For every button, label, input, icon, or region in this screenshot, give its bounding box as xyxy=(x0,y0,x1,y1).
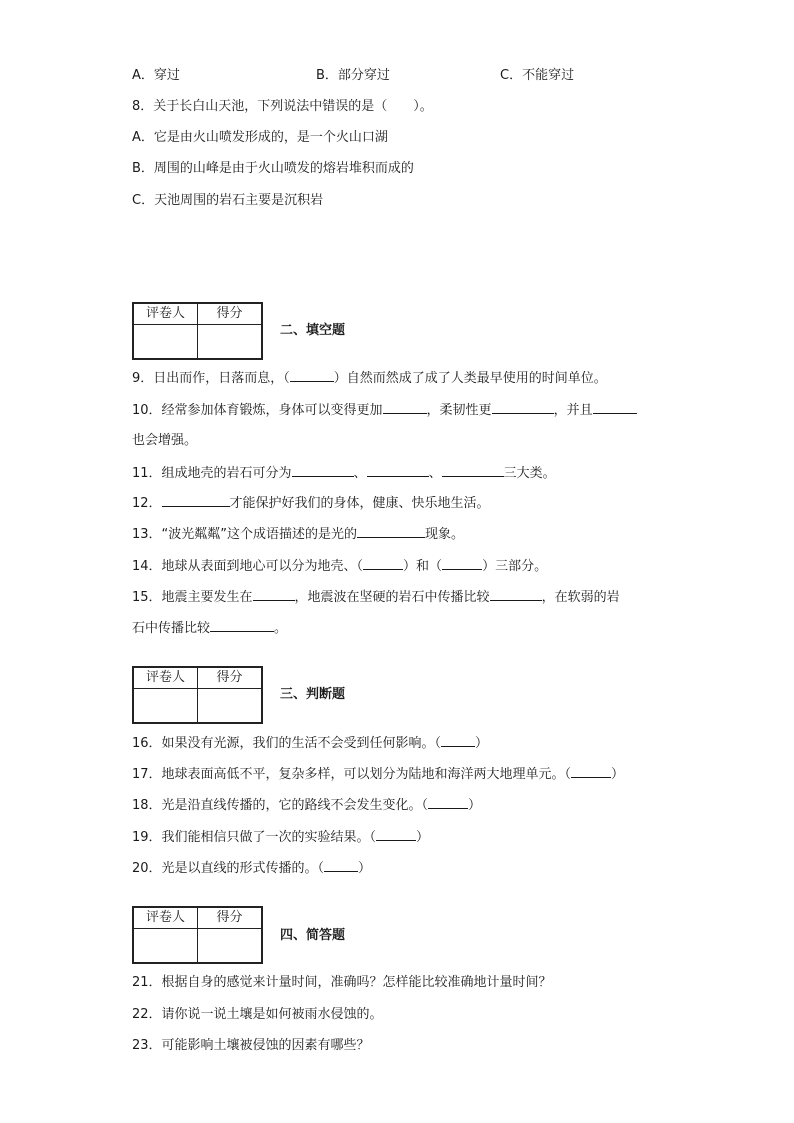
q7-option-c: C．不能穿过 xyxy=(500,68,575,83)
score-box xyxy=(132,906,263,964)
q16: 16．如果没有光源，我们的生活不会受到任何影响。（ ） xyxy=(132,736,489,751)
q10-continued: 也会增强。 xyxy=(132,433,198,448)
q17: 17．地球表面高低不平，复杂多样，可以划分为陆地和海洋两大地理单元。（ ） xyxy=(132,767,625,782)
q10: 10．经常参加体育锻炼，身体可以变得更加 ，柔韧性更 ，并且 xyxy=(132,401,637,420)
q11: 11．组成地壳的岩石可分为 、 、 三大类。 xyxy=(132,466,556,481)
blank[interactable] xyxy=(490,588,542,601)
blank[interactable] xyxy=(383,401,427,414)
q13: 13．“波光粼粼”这个成语描述的是光的 现象。 xyxy=(132,527,465,542)
q14: 14．地球从表面到地心可以分为地壳、（ ）和（ ）三部分。 xyxy=(132,559,548,574)
q7-option-b: B．部分穿过 xyxy=(316,68,390,83)
q15-continued: 石中传播比较 。 xyxy=(132,621,288,636)
score-box xyxy=(132,302,263,360)
blank[interactable] xyxy=(290,369,334,382)
section-title-fill: 二、填空题 xyxy=(280,323,346,338)
blank[interactable] xyxy=(571,765,611,778)
q21: 21．根据自身的感觉来计量时间，准确吗？怎样能比较准确地计量时间？ xyxy=(132,975,552,990)
q8-option-b: B．周围的山峰是由于火山喷发的熔岩堆积而成的 xyxy=(132,161,414,176)
reviewer-label: 评卷人 xyxy=(145,910,185,925)
q8-option-a: A．它是由火山喷发形成的，是一个火山口湖 xyxy=(132,130,388,145)
q9: 9．日出而作，日落而息，（ ）自然而然成了成了人类最早使用的时间单位。 xyxy=(132,371,607,386)
blank[interactable] xyxy=(357,525,425,538)
q15: 15．地震主要发生在 ，地震波在坚硬的岩石中传播比较 ，在软弱的岩 xyxy=(132,590,620,605)
blank[interactable] xyxy=(593,401,637,414)
blank[interactable] xyxy=(441,734,475,747)
q7-option-a: A．穿过 xyxy=(132,68,180,83)
reviewer-label: 评卷人 xyxy=(145,306,185,321)
blank[interactable] xyxy=(428,796,468,809)
q20: 20．光是以直线的形式传播的。（ ） xyxy=(132,861,372,876)
q18: 18．光是沿直线传播的，它的路线不会发生变化。（ ） xyxy=(132,798,482,813)
blank[interactable] xyxy=(253,588,295,601)
q12: 12． 才能保护好我们的身体，健康、快乐地生活。 xyxy=(132,496,490,511)
score-box xyxy=(132,666,263,724)
q19: 19．我们能相信只做了一次的实验结果。（ ） xyxy=(132,830,430,845)
section-title-short: 四、简答题 xyxy=(280,928,346,943)
q22: 22．请你说一说土壤是如何被雨水侵蚀的。 xyxy=(132,1007,383,1022)
score-label: 得分 xyxy=(216,670,243,685)
blank[interactable] xyxy=(492,401,554,414)
q23: 23．可能影响土壤被侵蚀的因素有哪些？ xyxy=(132,1038,370,1053)
q8-stem: 8．关于长白山天池，下列说法中错误的是（ ）。 xyxy=(132,99,433,114)
reviewer-label: 评卷人 xyxy=(145,670,185,685)
score-label: 得分 xyxy=(216,306,243,321)
score-label: 得分 xyxy=(216,910,243,925)
blank[interactable] xyxy=(324,859,358,872)
blank[interactable] xyxy=(442,557,482,570)
blank[interactable] xyxy=(210,619,274,632)
blank[interactable] xyxy=(376,828,416,841)
blank[interactable] xyxy=(363,557,403,570)
section-title-judge: 三、判断题 xyxy=(280,687,346,702)
blank[interactable] xyxy=(162,494,230,507)
blank[interactable] xyxy=(367,464,429,477)
blank[interactable] xyxy=(442,464,504,477)
blank[interactable] xyxy=(292,464,354,477)
q8-option-c: C．天池周围的岩石主要是沉积岩 xyxy=(132,193,324,208)
